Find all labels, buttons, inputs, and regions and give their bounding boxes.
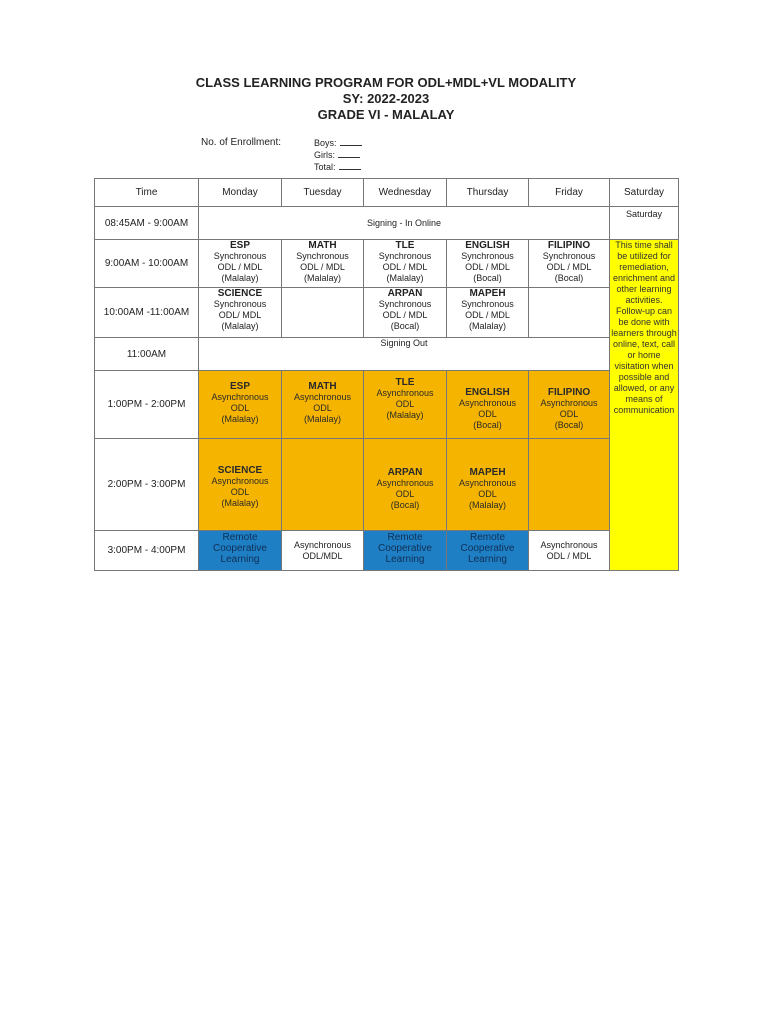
slot-wednesday xyxy=(364,531,447,571)
mode-label: Asynchronous xyxy=(376,478,434,488)
activity-line: Cooperative xyxy=(213,543,267,554)
subject-label: SCIENCE xyxy=(217,288,263,299)
teacher-label: (Malalay) xyxy=(468,500,506,510)
girls-label: Girls: xyxy=(314,150,335,160)
total-blank xyxy=(339,161,361,170)
subject-label: MAPEH xyxy=(469,467,506,478)
activity-line: Learning xyxy=(220,554,260,565)
modality-label: ODL xyxy=(230,403,250,413)
subject-label: FILIPINO xyxy=(547,387,591,398)
enrollment-fields xyxy=(314,137,362,173)
boys-label: Boys: xyxy=(314,138,337,148)
slot-content xyxy=(447,371,528,431)
teacher-label: (Malalay) xyxy=(221,273,259,283)
time-cell: 3:00PM - 4:00PM xyxy=(95,531,199,571)
time-cell: 08:45AM - 9:00AM xyxy=(95,207,199,240)
time-cell: 2:00PM - 3:00PM xyxy=(95,439,199,531)
activity-line: Cooperative xyxy=(460,543,515,554)
slot-thursday xyxy=(447,240,529,288)
boys-blank xyxy=(340,137,362,146)
activity-line: Remote xyxy=(387,532,423,543)
time-cell: 1:00PM - 2:00PM xyxy=(95,371,199,439)
slot-content xyxy=(199,439,281,509)
slot-wednesday xyxy=(364,288,447,338)
subject-label: MATH xyxy=(308,240,337,251)
teacher-label: (Bocal) xyxy=(390,500,420,510)
row-1400 xyxy=(95,439,679,531)
slot-thursday xyxy=(447,531,529,571)
boys-field xyxy=(314,137,362,149)
mode-label: Synchronous xyxy=(296,251,349,261)
teacher-label: (Bocal) xyxy=(473,420,502,430)
slot-content xyxy=(364,439,446,511)
modality-label: ODL xyxy=(395,489,415,499)
modality-label: ODL / MDL xyxy=(300,262,345,272)
mode-label: Asynchronous xyxy=(458,398,517,408)
teacher-label: (Bocal) xyxy=(554,420,584,430)
modality-label: ODL / MDL xyxy=(546,550,592,561)
teacher-label: (Malalay) xyxy=(303,414,341,424)
header-monday: Monday xyxy=(199,179,282,207)
row-1500 xyxy=(95,531,679,571)
slot-friday xyxy=(529,371,610,439)
modality-label: ODL / MDL xyxy=(382,262,428,272)
enrollment-label: No. of Enrollment: xyxy=(201,137,282,148)
slot-friday-empty xyxy=(529,288,610,338)
saturday-label: Saturday xyxy=(625,209,663,219)
mode-label: Asynchronous xyxy=(293,539,352,550)
row-0900 xyxy=(95,240,679,288)
teacher-label: (Malalay) xyxy=(468,321,506,331)
modality-label: ODL/MDL xyxy=(302,550,343,561)
row-0845 xyxy=(95,207,679,240)
document-title xyxy=(94,75,678,123)
header-row xyxy=(95,179,679,207)
slot-monday xyxy=(199,371,282,439)
slot-tuesday xyxy=(282,240,364,288)
header-time: Time xyxy=(95,179,199,207)
header-thursday: Thursday xyxy=(447,179,529,207)
slot-content xyxy=(282,371,363,425)
header-tuesday: Tuesday xyxy=(282,179,364,207)
teacher-label: (Malalay) xyxy=(386,273,424,283)
slot-monday xyxy=(199,531,282,571)
teacher-label: (Malalay) xyxy=(221,498,259,508)
slot-monday xyxy=(199,288,282,338)
activity-line: Cooperative xyxy=(378,543,432,554)
slot-content xyxy=(364,371,446,421)
modality-label: ODL / MDL xyxy=(217,262,263,272)
mode-label: Asynchronous xyxy=(376,388,434,398)
time-cell: 11:00AM xyxy=(95,338,199,371)
modality-label: ODL xyxy=(559,409,579,419)
modality-label: ODL / MDL xyxy=(465,310,510,320)
modality-label: ODL xyxy=(478,409,497,419)
time-cell: 10:00AM -11:00AM xyxy=(95,288,199,338)
mode-label: Synchronous xyxy=(378,299,432,309)
teacher-label: (Bocal) xyxy=(554,273,584,283)
slot-tuesday-empty xyxy=(282,439,364,531)
total-label: Total: xyxy=(314,162,336,172)
signing-out-cell: Signing Out xyxy=(199,338,610,371)
modality-label: ODL / MDL xyxy=(465,262,510,272)
row-1000 xyxy=(95,288,679,338)
slot-wednesday xyxy=(364,439,447,531)
teacher-label: (Malalay) xyxy=(303,273,341,283)
slot-friday xyxy=(529,531,610,571)
row-1300 xyxy=(95,371,679,439)
subject-label: ENGLISH xyxy=(465,387,510,398)
slot-wednesday xyxy=(364,371,447,439)
subject-label: TLE xyxy=(395,240,415,251)
activity-line: Learning xyxy=(385,554,425,565)
modality-label: ODL / MDL xyxy=(546,262,592,272)
subject-label: ARPAN xyxy=(387,467,423,478)
slot-friday xyxy=(529,240,610,288)
subject-label: TLE xyxy=(395,377,415,388)
teacher-label: (Malalay) xyxy=(221,414,259,424)
mode-label: Asynchronous xyxy=(293,392,352,402)
schedule-table xyxy=(94,178,679,571)
header-wednesday: Wednesday xyxy=(364,179,447,207)
slot-monday xyxy=(199,240,282,288)
girls-blank xyxy=(338,149,360,158)
slot-friday-empty xyxy=(529,439,610,531)
subject-label: ESP xyxy=(229,381,250,392)
activity-line: Learning xyxy=(468,554,507,565)
slot-monday xyxy=(199,439,282,531)
mode-label: Synchronous xyxy=(213,299,267,309)
slot-content xyxy=(447,531,528,565)
slot-content xyxy=(447,439,528,511)
mode-label: Asynchronous xyxy=(540,398,598,408)
title-line-3: GRADE VI - MALALAY xyxy=(317,107,455,122)
slot-tuesday-empty xyxy=(282,288,364,338)
title-line-2: SY: 2022-2023 xyxy=(342,91,430,106)
saturday-note: This time shall be utilized for remediation, enrichment and other learning activities. Follow-up can be done with learners through online, text, call or home visitation when possible and allowed, or any means of communication xyxy=(610,240,679,571)
subject-label: SCIENCE xyxy=(217,465,263,476)
mode-label: Synchronous xyxy=(213,251,267,261)
teacher-label: (Bocal) xyxy=(390,321,420,331)
row-1100 xyxy=(95,338,679,371)
mode-label: Asynchronous xyxy=(211,476,269,486)
activity-line: Remote xyxy=(222,532,258,543)
slot-content xyxy=(364,531,446,565)
teacher-label: (Malalay) xyxy=(386,410,424,420)
modality-label: ODL/ MDL xyxy=(218,310,262,320)
slot-thursday xyxy=(447,439,529,531)
slot-tuesday xyxy=(282,531,364,571)
slot-thursday xyxy=(447,371,529,439)
subject-label: MATH xyxy=(308,381,337,392)
header-friday: Friday xyxy=(529,179,610,207)
title-line-1: CLASS LEARNING PROGRAM FOR ODL+MDL+VL MODALITY xyxy=(195,75,577,90)
mode-label: Asynchronous xyxy=(540,539,598,550)
subject-label: MAPEH xyxy=(469,288,506,299)
modality-label: ODL xyxy=(395,399,415,409)
girls-field xyxy=(314,149,362,161)
mode-label: Asynchronous xyxy=(458,478,517,488)
teacher-label: (Malalay) xyxy=(221,321,259,331)
mode-label: Synchronous xyxy=(461,299,514,309)
slot-content xyxy=(529,371,609,431)
modality-label: ODL xyxy=(478,489,497,499)
slot-tuesday xyxy=(282,371,364,439)
subject-label: ENGLISH xyxy=(465,240,510,251)
header-saturday: Saturday xyxy=(610,179,679,207)
subject-label: FILIPINO xyxy=(547,240,591,251)
total-field xyxy=(314,161,362,173)
saturday-label-cell xyxy=(610,207,679,240)
subject-label: ESP xyxy=(229,240,250,251)
activity-line: Remote xyxy=(469,532,505,543)
mode-label: Synchronous xyxy=(461,251,514,261)
mode-label: Asynchronous xyxy=(211,392,269,402)
teacher-label: (Bocal) xyxy=(473,273,502,283)
slot-wednesday xyxy=(364,240,447,288)
slot-content xyxy=(199,371,281,425)
modality-label: ODL xyxy=(230,487,250,497)
mode-label: Synchronous xyxy=(542,251,596,261)
modality-label: ODL xyxy=(313,403,332,413)
time-cell: 9:00AM - 10:00AM xyxy=(95,240,199,288)
modality-label: ODL / MDL xyxy=(382,310,428,320)
slot-content xyxy=(199,531,281,565)
signing-in-cell: Signing - In Online xyxy=(199,207,610,240)
mode-label: Synchronous xyxy=(378,251,432,261)
slot-thursday xyxy=(447,288,529,338)
subject-label: ARPAN xyxy=(387,288,423,299)
